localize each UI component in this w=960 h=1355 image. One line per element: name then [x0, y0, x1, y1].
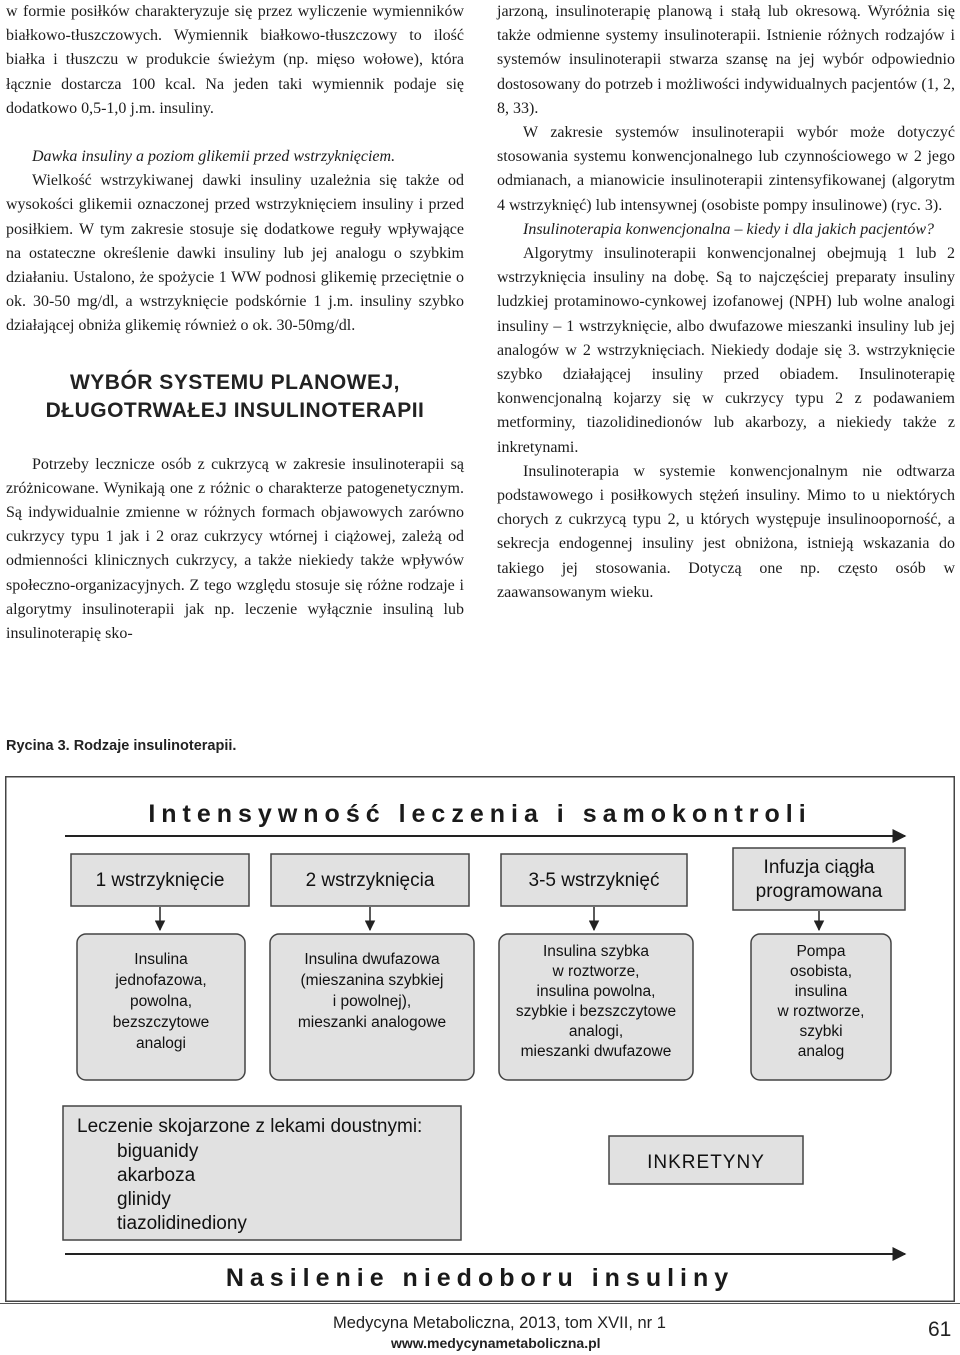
- left-paragraph-1: w formie posiłków charakteryzuje się przez wyliczenie wymienników białkowo-tłuszczowych. Wymiennik białkowo-tłuszczowy to ilość białka i tłuszczu w produkcie świeżym (np. mięso wołowe), która łącznie dostarcza 100 kcal. Na jeden taki wymiennik podaje się dodatkowo 0,5-1,0 j.m. insuliny.: [6, 3, 464, 117]
- therapy-box-multiple-injections: [499, 934, 693, 1080]
- footer-journal: Medycyna Metaboliczna, 2013, tom XVII, nr 1: [333, 1314, 666, 1332]
- level-box-3-5-injections: [501, 854, 687, 906]
- combined-box-item-3: glinidy: [117, 1189, 171, 1210]
- right-column: [497, 0, 955, 605]
- page-number: 61: [928, 1318, 952, 1341]
- left-paragraph-2: Wielkość wstrzykiwanej dawki insuliny uzależnia się także od wysokości glikemii oznaczonej przed wstrzyknięciem insuliny i przed posiłkiem. W tym zakresie stosuje się dodatkowe reguły wpływające na ostateczne określenie dawki insuliny lub jej analogu o szybkim działaniu. Ustalono, że spożycie 1 WW podnosi glikemię przeciętnie o ok. 30-50 mg/dl, a wstrzyknięcie podskórnie 1 j.m. insuliny szybko działającej obniża glikemię również o ok. 30-50mg/dl.: [6, 172, 464, 335]
- left-subheading: Dawka insuliny a poziom glikemii przed wstrzyknięciem.: [32, 148, 396, 166]
- insulin-therapy-diagram: [5, 776, 955, 1302]
- level-box-3-text: 3-5 wstrzyknięć: [528, 870, 660, 891]
- right-paragraph-1: jarzoną, insulinoterapię planową i stałą lub okresową. Wyróżnia się także odmienne systemy insulinoterapii. Istnienie różnych rodzajów i systemów insulinoterapii stwarza szansę na jej wybór odpowiednio dostosowany do potrzeb i możliwości indywidualnych pacjentów (1, 2, 8, 33).: [497, 3, 955, 117]
- therapy-box-3-line-2: w roztworze,: [552, 963, 640, 980]
- right-paragraph-2: W zakresie systemów insulinoterapii wybór może dotyczyć stosowania systemu konwencjonalnego lub czynnościowego w 2 jego odmianach, a mianowicie insulinoterapii zintensyfikowanej (algorytm 4 wstrzyknięć) lub intensywnej (osobiste pompy insulinowe) (ryc. 3).: [497, 124, 955, 214]
- therapy-box-4-line-1: Pompa: [796, 943, 846, 960]
- therapy-box-2-line-3: i powolnej),: [332, 993, 412, 1010]
- therapy-box-4-line-3: insulina: [794, 983, 848, 1000]
- footer-url: www.medycynametaboliczna.pl: [391, 1335, 601, 1351]
- combined-treatment-box: [63, 1106, 461, 1240]
- combined-box-item-1: biguanidy: [117, 1141, 199, 1162]
- level-box-4-text-line-2: programowana: [755, 881, 883, 902]
- therapy-box-1-line-2: jednofazowa,: [115, 972, 207, 989]
- level-box-continuous-infusion: [733, 848, 905, 910]
- level-box-1-text: 1 wstrzyknięcie: [95, 870, 225, 891]
- section-heading-line-1: WYBÓR SYSTEMU PLANOWEJ,: [69, 370, 401, 394]
- incretins-box: [609, 1136, 803, 1184]
- left-paragraph-3: Potrzeby lecznicze osób z cukrzycą w zakresie insulinoterapii są zróżnicowane. Wynikają one z różnic o charakterze patogenetycznym. Są indywidualnie zmienne w różnych formach objawowych zarówno cukrzycy typu 1 jak i 2 oraz cukrzycy wtórnej i ciążowej, zależą od odmienności klinicznych cukrzycy, a także niekiedy także wpływów społeczno-organizacyjnych. Z tego względu stosuje się różne rodzaje i algorytmy insulinoterapii jak np. leczenie wyłącznie insuliną lub insulinoterapię sko-: [6, 455, 464, 643]
- therapy-box-monophasic: [77, 934, 245, 1080]
- section-heading-line-2: DŁUGOTRWAŁEJ INSULINOTERAPII: [45, 398, 425, 422]
- therapy-box-2-line-1: Insulina dwufazowa: [304, 951, 440, 968]
- combined-box-item-2: akarboza: [117, 1165, 196, 1186]
- bottom-arrow-label: Nasilenie niedoboru insuliny: [225, 1264, 735, 1292]
- figure-caption: Rycina 3. Rodzaje insulinoterapii.: [6, 738, 237, 754]
- right-paragraph-4: Insulinoterapia w systemie konwencjonalnym nie odtwarza podstawowego i posiłkowych stężeń insuliny. Mimo to u niektórych chorych z cukrzycą typu 2, u których występuje insulinooporność, a sekrecja endogennej insuliny jest obniżona, istnieją wskazania do takiego jej stosowania. Dotyczą one np. często osób w zaawansowanym wieku.: [497, 462, 955, 601]
- footer-divider: [0, 1303, 960, 1304]
- combined-box-title: Leczenie skojarzone z lekami doustnymi:: [77, 1116, 423, 1137]
- therapy-box-biphasic: [270, 934, 474, 1080]
- right-paragraph-3: Algorytmy insulinoterapii konwencjonalnej obejmują 1 lub 2 wstrzyknięcia insuliny na dobę. Są to najczęściej preparaty insuliny ludzkiej protaminowo-cynkowej izofanowej (NPH) lub wolne analogi insuliny – 1 wstrzyknięcie, albo dwufazowe mieszanki insuliny lub jej analogów w 2 wstrzyknięciach. Niekiedy dodaje się 3. wstrzyknięcie szybko działającej insuliny przed obiadem. Insulinoterapię konwencjonalną kojarzy się w cukrzycy typu 2 z podawaniem metforminy, tiazolidinedionów lub akarbozy, a niekiedy także z inkretynami.: [497, 245, 955, 456]
- therapy-box-1-line-3: powolna,: [129, 993, 193, 1010]
- therapy-box-2-line-4: mieszanki analogowe: [297, 1014, 447, 1031]
- section-heading: [6, 369, 464, 425]
- level-box-1-injection: [71, 854, 249, 906]
- top-arrow-label: Intensywność leczenia i samokontroli: [148, 800, 812, 828]
- level-box-4-text-line-1: Infuzja ciągła: [763, 857, 875, 878]
- incretins-label: INKRETYNY: [647, 1152, 765, 1173]
- level-box-2-injections: [271, 854, 469, 906]
- therapy-box-1-line-4: bezszczytowe: [112, 1014, 210, 1031]
- therapy-box-1-line-5: analogi: [136, 1035, 186, 1052]
- therapy-box-3-line-5: analogi,: [568, 1023, 624, 1040]
- level-box-2-text: 2 wstrzyknięcia: [305, 870, 435, 891]
- therapy-box-4-line-2: osobista,: [789, 963, 853, 980]
- therapy-box-3-line-1: Insulina szybka: [543, 943, 649, 960]
- right-subheading: Insulinoterapia konwencjonalna – kiedy i dla jakich pacjentów?: [523, 220, 935, 238]
- therapy-box-3-line-4: szybkie i bezszczytowe: [515, 1003, 677, 1020]
- therapy-box-pump: [751, 934, 891, 1080]
- therapy-box-4-line-6: analog: [797, 1043, 845, 1060]
- therapy-box-2-line-2: (mieszanina szybkiej: [300, 972, 444, 989]
- therapy-box-1-line-1: Insulina: [134, 951, 188, 968]
- left-column: [6, 0, 464, 646]
- therapy-box-3-line-6: mieszanki dwufazowe: [520, 1043, 672, 1060]
- therapy-box-4-line-5: szybki: [799, 1023, 843, 1040]
- therapy-box-3-line-3: insulina powolna,: [536, 983, 656, 1000]
- therapy-box-4-line-4: w roztworze,: [777, 1003, 865, 1020]
- combined-box-item-4: tiazolidinediony: [117, 1213, 247, 1234]
